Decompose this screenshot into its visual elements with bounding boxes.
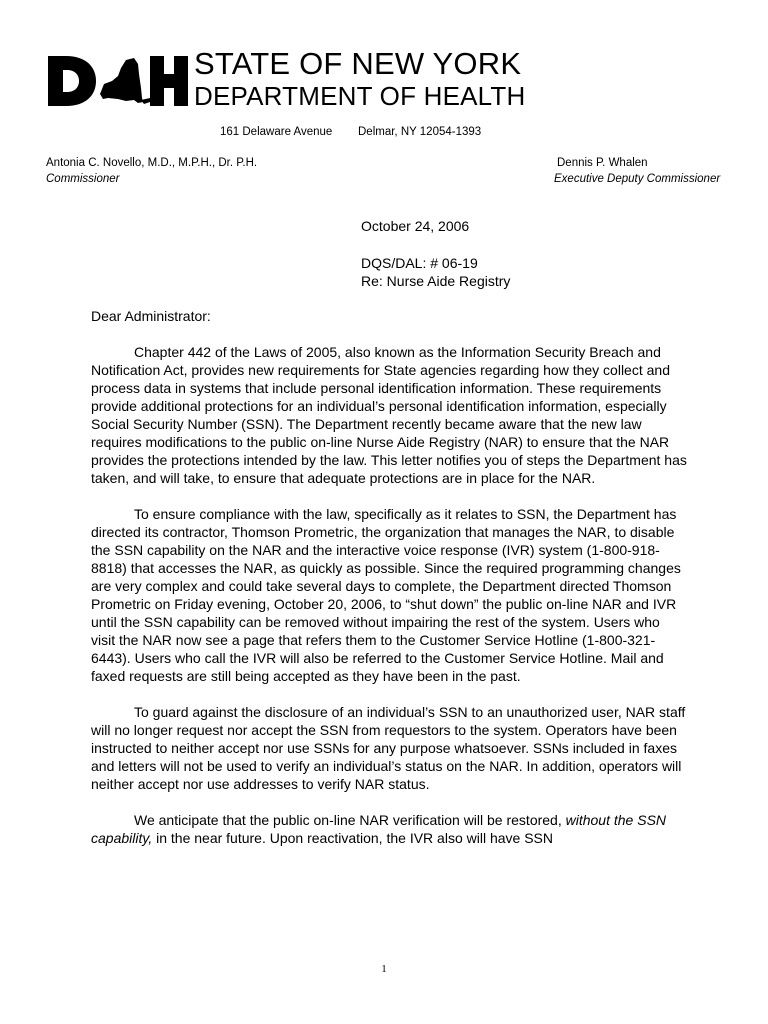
paragraph-4 bbox=[91, 811, 687, 847]
new-york-state-shape bbox=[100, 58, 143, 103]
logo-letter-h bbox=[150, 56, 188, 106]
doh-logo bbox=[46, 54, 190, 108]
reference-number: DQS/DAL: # 06-19 bbox=[361, 255, 478, 271]
letter-references bbox=[361, 254, 510, 290]
deputy-commissioner-block bbox=[554, 155, 720, 187]
commissioner-block bbox=[46, 155, 257, 187]
paragraph-2: To ensure compliance with the law, specifically as it relates to SSN, the Department has directed its contractor, Thomson Prometric, the organization that manages the NAR, to disable the SSN capability on the NAR and the interactive voice response (IVR) system (1-800-918-8818) that accesses the NAR, as quickly as possible. Since the required programming changes are very complex and could take several days to complete, the Department directed Thomson Prometric on Friday evening, October 20, 2006, to “shut down” the public on-line NAR and IVR until the SSN capability can be removed without impairing the rest of the system. Users who visit the NAR now see a page that refers them to the Customer Service Hotline (1-800-321-6443). Users who call the IVR will also be referred to the Customer Service Hotline. Mail and faxed requests are still being accepted as they have been in the past. bbox=[91, 506, 681, 684]
letter-date: October 24, 2006 bbox=[361, 218, 470, 234]
address-street: 161 Delaware Avenue bbox=[220, 126, 333, 138]
salutation: Dear Administrator: bbox=[91, 308, 211, 324]
commissioner-name: Antonia C. Novello, M.D., M.P.H., Dr. P.H. bbox=[46, 157, 258, 169]
subject-line: Re: Nurse Aide Registry bbox=[361, 273, 511, 289]
paragraph-4-end: in the near future. Upon reactivation, the IVR also will have SSN bbox=[152, 830, 553, 846]
commissioner-title: Commissioner bbox=[46, 173, 120, 185]
logo-letter-d bbox=[48, 56, 96, 106]
paragraph-1: Chapter 442 of the Laws of 2005, also known as the Information Security Breach and Notification Act, provides new requirements for State agencies regarding how they collect and process data in systems that include personal identification information. These requirements provide additional protections for an individual’s personal identification information, especially Social Security Number (SSN). The Department recently became aware that the new law requires modifications to the public on-line Nurse Aide Registry (NAR) to ensure that the NAR provides the protections intended by the law. This letter notifies you of steps the Department has taken, and will take, to ensure that adequate protections are in place for the NAR. bbox=[91, 344, 687, 486]
paragraph-4-start: We anticipate that the public on-line NAR verification will be restored, bbox=[134, 812, 566, 828]
letter-body bbox=[91, 307, 687, 865]
paragraph-4-emphasis: without the SSN capability, bbox=[91, 812, 667, 846]
letterhead-state: STATE OF NEW YORK bbox=[194, 46, 522, 81]
letterhead-department: DEPARTMENT OF HEALTH bbox=[194, 81, 526, 111]
page-number: 1 bbox=[381, 963, 387, 975]
paragraph-3: To guard against the disclosure of an individual’s SSN to an unauthorized user, NAR staff will no longer request nor accept the SSN from requestors to the system. Operators have been instructed to neither accept nor use SSNs for any purpose whatsoever. SSNs included in faxes and letters will not be used to verify an individual’s status on the NAR. In addition, operators will neither accept nor use addresses to verify NAR status. bbox=[91, 704, 686, 792]
deputy-commissioner-name: Dennis P. Whalen bbox=[557, 157, 648, 169]
address-city: Delmar, NY 12054-1393 bbox=[358, 126, 482, 138]
deputy-commissioner-title: Executive Deputy Commissioner bbox=[554, 173, 721, 185]
